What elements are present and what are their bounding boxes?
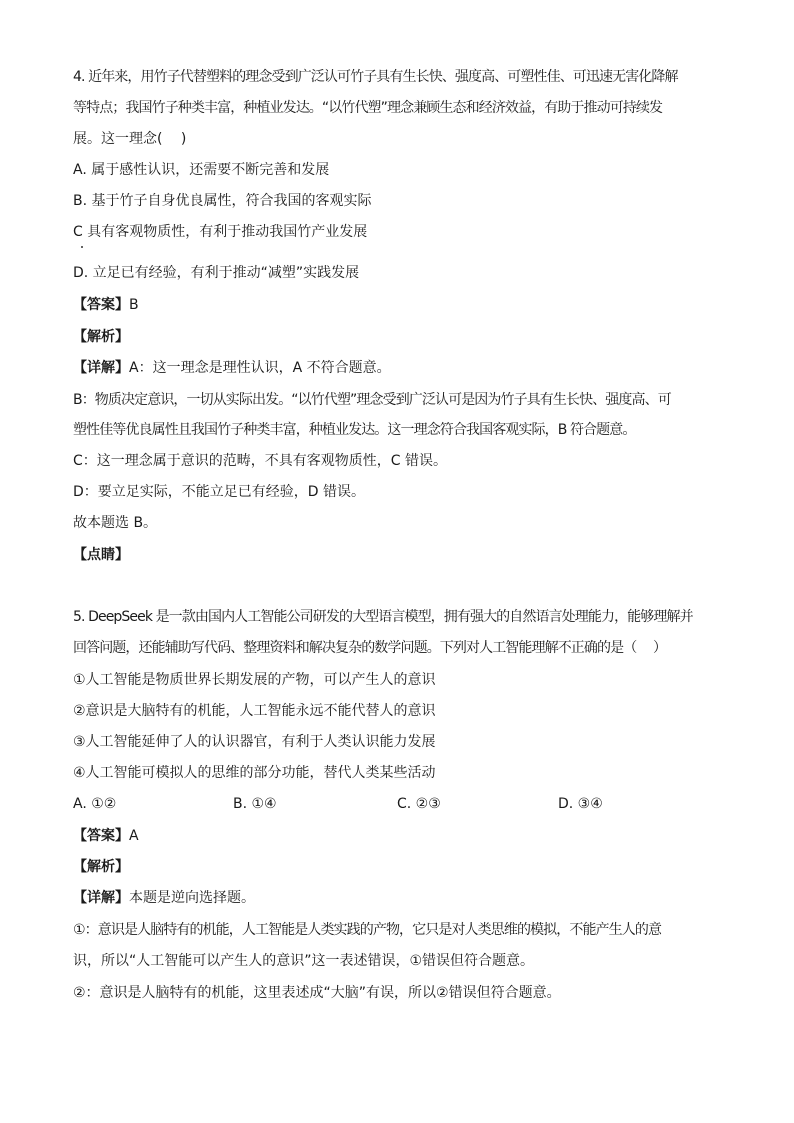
- q4-detail-line-a: [73, 358, 733, 378]
- q5-detail-2: ②：意识是人脑特有的机能，这里表述成“大脑”有误，所以②错误但符合题意。: [73, 985, 561, 1001]
- q5-choice-d: D. ③④: [558, 796, 603, 812]
- q4-detail-c: C：这一理念属于意识的范畴，不具有客观物质性，C 错误。: [73, 453, 447, 469]
- q4-stem-line-3: 展。这一理念( ): [73, 131, 187, 147]
- q4-option-a: A. 属于感性认识，还需要不断完善和发展: [73, 162, 330, 178]
- q5-choice-a: A. ①②: [73, 796, 117, 812]
- q4-option-d: D. 立足已有经验，有利于推动“减塑”实践发展: [73, 265, 360, 281]
- stray-dot: [81, 246, 83, 248]
- q4-analysis-heading: [73, 327, 733, 347]
- q4-conclusion: 故本题选 B。: [73, 515, 158, 531]
- q5-statement-4: ④人工智能可模拟人的思维的部分功能，替代人类某些活动: [73, 765, 436, 781]
- q4-detail-a: A：这一理念是理性认识，A 不符合题意。: [129, 360, 391, 376]
- q5-detail-1-line-2: 识，所以“人工智能可以产生人的意识”这一表述错误，①错误但符合题意。: [73, 953, 535, 969]
- q4-option-b: B. 基于竹子自身优良属性，符合我国的客观实际: [73, 193, 372, 209]
- q5-stem-line-1: 5. DeepSeek 是一款由国内人工智能公司研发的大型语言模型，拥有强大的自然语言处理能力，能够理解并: [73, 609, 693, 625]
- q4-detail-b-line-1: B：物质决定意识，一切从实际出发。“以竹代塑”理念受到广泛认可是因为竹子具有生长快、强度高、可: [73, 392, 671, 408]
- q4-analysis-label: 【解析】: [73, 329, 129, 345]
- q5-stem-line-2: 回答问题，还能辅助写代码、整理资料和解决复杂的数学问题。下列对人工智能理解不正确的是（ ）: [73, 640, 667, 656]
- q4-detail-label: 【详解】: [73, 360, 129, 376]
- q5-answer-value: A: [129, 828, 139, 844]
- q5-choice-c: C. ②③: [397, 796, 441, 812]
- q4-stem-line-2: 等特点；我国竹子种类丰富，种植业发达。“以竹代塑”理念兼顾生态和经济效益，有助于推动可持续发: [73, 100, 663, 116]
- q4-tip-label: 【点睛】: [73, 547, 129, 563]
- q5-statement-3: ③人工智能延伸了人的认识器官，有利于人类认识能力发展: [73, 734, 436, 750]
- q5-analysis-label: 【解析】: [73, 859, 129, 875]
- q4-answer-label: 【答案】: [73, 297, 129, 313]
- q5-analysis-heading: [73, 857, 733, 877]
- q5-answer: [73, 826, 733, 846]
- q5-statement-1: ①人工智能是物质世界长期发展的产物，可以产生人的意识: [73, 672, 436, 688]
- q4-answer-value: B: [129, 297, 139, 313]
- q5-detail-intro-line: [73, 888, 733, 908]
- q4-stem-line-1: 4. 近年来，用竹子代替塑料的理念受到广泛认可竹子具有生长快、强度高、可塑性佳、可迅速无害化降解: [73, 69, 678, 85]
- q5-detail-intro: 本题是逆向选择题。: [129, 890, 255, 906]
- q5-choice-b: B. ①④: [233, 796, 277, 812]
- q5-answer-label: 【答案】: [73, 828, 129, 844]
- q4-detail-d: D：要立足实际，不能立足已有经验，D 错误。: [73, 484, 366, 500]
- q5-detail-label: 【详解】: [73, 890, 129, 906]
- q4-tip-heading: [73, 545, 733, 565]
- q4-option-c: C 具有客观物质性，有利于推动我国竹产业发展: [73, 224, 368, 240]
- q5-statement-2: ②意识是大脑特有的机能，人工智能永远不能代替人的意识: [73, 703, 436, 719]
- q5-detail-1-line-1: ①：意识是人脑特有的机能，人工智能是人类实践的产物，它只是对人类思维的模拟，不能产生人的意: [73, 922, 662, 938]
- q4-answer: [73, 295, 733, 315]
- q4-detail-b-line-2: 塑性佳等优良属性且我国竹子种类丰富，种植业发达。这一理念符合我国客观实际，B 符合题意。: [73, 422, 636, 438]
